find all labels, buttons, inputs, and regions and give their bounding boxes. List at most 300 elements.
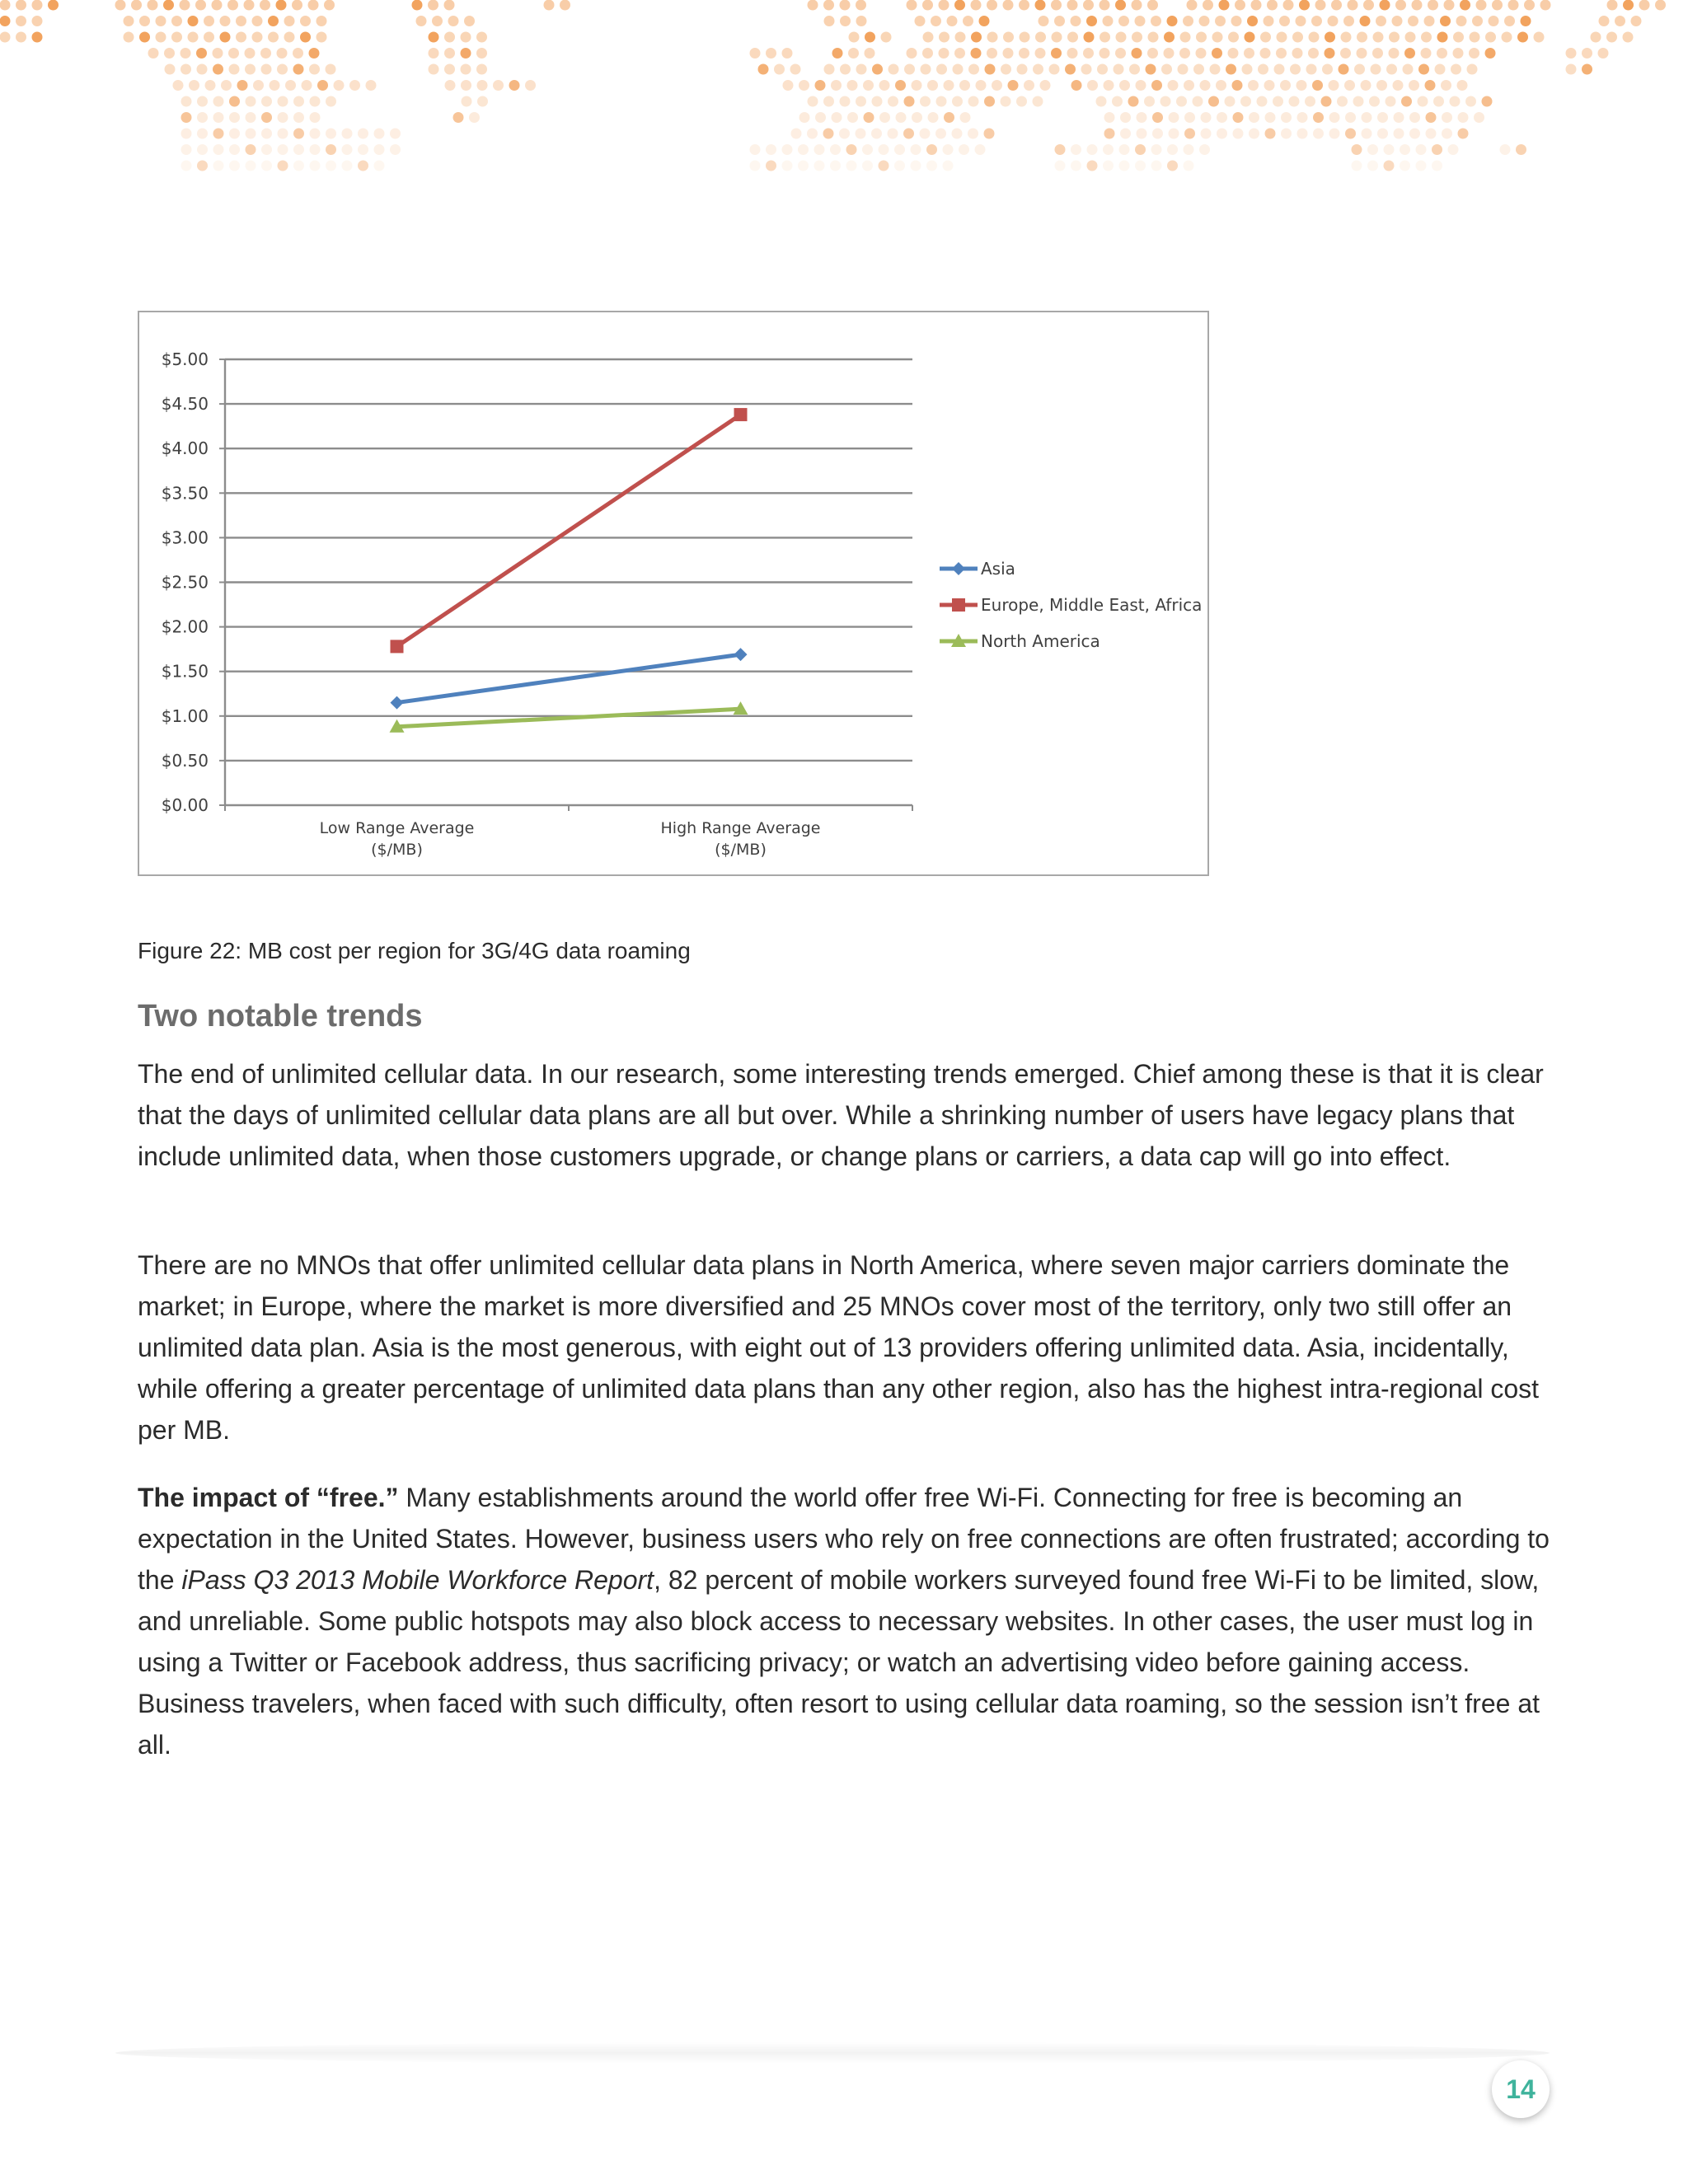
map-dot xyxy=(879,80,890,91)
map-dot xyxy=(1457,80,1468,91)
map-dot xyxy=(863,80,874,91)
map-dot xyxy=(1118,16,1129,26)
map-dot xyxy=(342,144,353,155)
map-dot xyxy=(197,161,208,171)
map-dot xyxy=(453,112,464,123)
map-dot xyxy=(831,80,842,91)
map-dot xyxy=(1274,64,1285,75)
map-dot xyxy=(448,16,459,26)
map-dot xyxy=(1469,48,1479,59)
map-dot xyxy=(1655,0,1666,11)
map-dot xyxy=(1071,16,1081,26)
map-dot xyxy=(1071,80,1082,91)
map-dot xyxy=(1003,48,1014,59)
map-dot xyxy=(1405,32,1416,43)
map-dot xyxy=(461,80,471,91)
map-dot xyxy=(1067,48,1078,59)
map-dot xyxy=(952,129,963,139)
map-dot xyxy=(939,0,950,11)
map-dot xyxy=(1193,96,1203,107)
series-europe-middle-east-africa xyxy=(391,408,748,653)
map-dot xyxy=(1305,96,1315,107)
map-dot xyxy=(1403,64,1414,75)
map-dot xyxy=(1296,16,1306,26)
series-line xyxy=(397,654,741,702)
map-dot xyxy=(261,129,272,139)
map-dot xyxy=(0,32,11,43)
map-dot xyxy=(1096,96,1107,107)
map-dot xyxy=(1599,16,1610,26)
map-dot xyxy=(469,112,480,123)
map-dot xyxy=(268,32,279,43)
map-dot xyxy=(32,32,43,43)
map-dot xyxy=(476,64,487,75)
map-dot xyxy=(1119,144,1130,155)
map-dot xyxy=(1489,16,1499,26)
page-number-badge xyxy=(1492,2060,1550,2118)
map-dot xyxy=(1129,64,1140,75)
map-dot xyxy=(1071,144,1081,155)
map-dot xyxy=(1394,129,1404,139)
map-dot xyxy=(1389,32,1400,43)
map-dot xyxy=(1016,96,1027,107)
y-tick-label: $4.00 xyxy=(161,438,209,459)
map-dot xyxy=(1178,64,1189,75)
map-dot xyxy=(244,0,255,11)
map-dot xyxy=(971,0,982,11)
series-line xyxy=(397,709,741,727)
map-dot xyxy=(1476,0,1487,11)
map-dot xyxy=(509,80,520,91)
map-dot xyxy=(293,64,304,75)
map-dot xyxy=(1312,80,1323,91)
map-dot xyxy=(181,144,192,155)
dot-map-dots xyxy=(0,0,1666,171)
map-dot xyxy=(316,32,327,43)
map-dot xyxy=(1216,80,1226,91)
map-dot xyxy=(1265,112,1276,123)
map-dot xyxy=(750,144,761,155)
map-dot xyxy=(1035,48,1046,59)
map-dot xyxy=(823,96,834,107)
map-dot xyxy=(1052,32,1062,43)
map-dot xyxy=(888,129,898,139)
map-dot xyxy=(173,80,184,91)
map-dot xyxy=(1067,0,1078,11)
map-dot xyxy=(253,80,264,91)
map-dot xyxy=(1345,112,1356,123)
map-dot xyxy=(1408,16,1418,26)
map-dot xyxy=(968,96,979,107)
map-dot xyxy=(926,161,937,171)
map-dot xyxy=(278,96,288,107)
map-dot xyxy=(197,96,208,107)
map-dot xyxy=(782,161,793,171)
map-dot xyxy=(1421,32,1432,43)
map-dot xyxy=(229,144,240,155)
map-dot xyxy=(213,144,224,155)
map-dot xyxy=(1212,32,1223,43)
map-dot xyxy=(1591,32,1601,43)
map-dot xyxy=(261,144,272,155)
map-dot xyxy=(1176,96,1187,107)
map-dot xyxy=(156,32,166,43)
map-dot xyxy=(1308,48,1319,59)
figure-caption: Figure 22: MB cost per region for 3G/4G data roaming xyxy=(138,938,691,963)
paragraph-unlimited-data: The end of unlimited cellular data. In our research, some interesting trends emerged. Chief among these is that it is clear that the days of unlimited cellular data plans are all but over. While a shrinking number of users have legacy plans that include unlimited data, when those customers upgrade, or change plans or carriers, a data cap will go into effect. xyxy=(138,1059,1544,1171)
map-dot xyxy=(195,0,206,11)
map-dot xyxy=(1135,144,1146,155)
map-dot xyxy=(1199,16,1210,26)
map-dot xyxy=(1132,0,1142,11)
map-dot xyxy=(987,48,997,59)
map-dot xyxy=(464,16,475,26)
map-dot xyxy=(1344,80,1355,91)
map-dot xyxy=(1566,48,1577,59)
roaming-cost-line-chart xyxy=(139,312,1207,874)
map-dot xyxy=(1367,161,1378,171)
map-dot xyxy=(1115,0,1126,11)
map-dot xyxy=(1196,32,1207,43)
map-dot xyxy=(1474,112,1484,123)
map-dot xyxy=(1100,0,1110,11)
map-dot xyxy=(808,0,818,11)
map-dot xyxy=(236,32,246,43)
map-dot xyxy=(1193,64,1204,75)
map-dot xyxy=(1184,129,1195,139)
map-dot xyxy=(943,144,954,155)
map-dot xyxy=(830,161,841,171)
map-dot xyxy=(293,161,304,171)
map-dot xyxy=(229,129,240,139)
map-dot xyxy=(1418,96,1428,107)
map-dot xyxy=(1103,144,1114,155)
map-dot xyxy=(358,161,368,171)
map-dot xyxy=(525,80,536,91)
map-dot xyxy=(261,112,272,123)
map-dot xyxy=(921,64,931,75)
map-dot xyxy=(1393,80,1404,91)
map-dot xyxy=(1371,64,1381,75)
map-dot xyxy=(814,161,825,171)
map-dot xyxy=(1400,144,1410,155)
map-dot xyxy=(1039,16,1049,26)
map-dot xyxy=(1040,80,1051,91)
map-dot xyxy=(1566,64,1577,75)
map-dot xyxy=(865,48,875,59)
map-dot xyxy=(1184,112,1195,123)
y-gridlines xyxy=(225,359,912,761)
map-dot xyxy=(1008,80,1019,91)
map-dot xyxy=(260,48,271,59)
map-dot xyxy=(237,80,248,91)
map-dot xyxy=(1112,96,1123,107)
map-dot xyxy=(1377,129,1388,139)
marker-diamond xyxy=(734,648,748,661)
map-dot xyxy=(1003,32,1014,43)
map-dot xyxy=(1119,80,1130,91)
map-dot xyxy=(1231,16,1242,26)
map-dot xyxy=(931,16,941,26)
map-dot xyxy=(1273,96,1283,107)
map-dot xyxy=(1151,80,1162,91)
marker-square xyxy=(391,640,404,653)
map-dot xyxy=(229,112,240,123)
map-dot xyxy=(1299,0,1310,11)
map-dot xyxy=(349,80,360,91)
map-dot xyxy=(1055,161,1066,171)
map-dot xyxy=(1137,112,1147,123)
map-dot xyxy=(1331,0,1342,11)
map-dot xyxy=(220,16,231,26)
map-dot xyxy=(1442,129,1452,139)
map-dot xyxy=(1428,0,1438,11)
map-dot xyxy=(856,16,867,26)
map-dot xyxy=(252,32,263,43)
map-dot xyxy=(1467,64,1478,75)
map-dot xyxy=(165,64,176,75)
map-dot xyxy=(246,112,256,123)
map-dot xyxy=(766,144,776,155)
paragraph-text: Many establishments around the world offer free Wi-Fi. Connecting for free is becoming an expectation in the United States. However, business users who rely on free connections are often frustrated; according to the xyxy=(138,1483,1550,1595)
map-dot xyxy=(197,64,208,75)
map-dot xyxy=(1376,16,1386,26)
map-dot xyxy=(1281,129,1292,139)
map-dot xyxy=(1425,80,1436,91)
y-tick-label: $1.50 xyxy=(161,661,209,682)
map-dot xyxy=(1203,0,1213,11)
map-dot xyxy=(1309,32,1320,43)
map-dot xyxy=(390,129,401,139)
map-dot xyxy=(277,48,288,59)
map-dot xyxy=(429,32,439,43)
map-dot xyxy=(1260,32,1271,43)
map-dot xyxy=(1258,64,1268,75)
map-dot xyxy=(1215,16,1226,26)
map-dot xyxy=(188,32,199,43)
map-dot xyxy=(1280,80,1291,91)
map-dot xyxy=(971,48,982,59)
map-dot xyxy=(358,144,368,155)
map-dot xyxy=(830,144,841,155)
map-dot xyxy=(1392,16,1403,26)
legend-item xyxy=(940,595,1202,615)
map-dot xyxy=(1233,112,1244,123)
map-dot xyxy=(856,64,867,75)
map-dot xyxy=(1249,129,1259,139)
map-dot xyxy=(1395,0,1406,11)
map-dot xyxy=(1362,129,1372,139)
map-dot xyxy=(1151,144,1162,155)
map-dot xyxy=(1401,96,1412,107)
map-dot xyxy=(1534,32,1545,43)
map-dot xyxy=(188,16,199,26)
map-dot xyxy=(782,144,793,155)
map-dot xyxy=(823,129,834,139)
map-dot xyxy=(750,161,761,171)
map-dot xyxy=(139,16,150,26)
map-dot xyxy=(1354,64,1365,75)
map-dot xyxy=(987,32,998,43)
map-dot xyxy=(968,64,979,75)
map-dot xyxy=(139,32,150,43)
map-dot xyxy=(1386,64,1397,75)
map-dot xyxy=(985,64,996,75)
map-dot xyxy=(1251,0,1262,11)
map-dot xyxy=(1277,32,1287,43)
map-dot xyxy=(798,161,809,171)
map-dot xyxy=(1019,0,1029,11)
map-dot xyxy=(798,144,809,155)
map-dot xyxy=(1416,144,1427,155)
map-dot xyxy=(213,112,224,123)
map-dot xyxy=(1373,32,1384,43)
map-dot xyxy=(896,112,907,123)
map-dot xyxy=(444,0,455,11)
map-dot xyxy=(252,16,263,26)
map-dot xyxy=(1083,0,1094,11)
map-dot xyxy=(246,144,256,155)
map-dot xyxy=(1435,64,1446,75)
map-dot xyxy=(1084,32,1095,43)
y-tick-label: $2.00 xyxy=(161,616,209,637)
map-dot xyxy=(879,112,890,123)
map-dot xyxy=(849,32,860,43)
map-dot xyxy=(326,161,336,171)
map-dot xyxy=(1367,144,1378,155)
map-dot xyxy=(975,144,986,155)
map-dot xyxy=(197,129,208,139)
map-dot xyxy=(181,64,191,75)
map-dot xyxy=(115,0,126,11)
map-dot xyxy=(476,32,487,43)
map-dot xyxy=(1200,80,1211,91)
map-dot xyxy=(881,32,892,43)
map-dot xyxy=(293,48,303,59)
map-dot xyxy=(1001,64,1011,75)
map-dot xyxy=(1003,0,1014,11)
series-asia xyxy=(391,648,748,709)
map-dot xyxy=(374,161,385,171)
map-dot xyxy=(204,32,214,43)
map-dot xyxy=(181,112,192,123)
map-dot xyxy=(959,144,969,155)
map-dot xyxy=(774,64,785,75)
map-dot xyxy=(1033,64,1043,75)
map-dot xyxy=(1433,96,1444,107)
y-tick-label: $4.50 xyxy=(161,394,209,415)
map-dot xyxy=(1017,64,1028,75)
map-dot xyxy=(862,161,873,171)
map-dot xyxy=(1276,48,1287,59)
map-dot xyxy=(1199,144,1210,155)
y-axis-ticks xyxy=(162,349,225,815)
map-dot xyxy=(799,112,810,123)
map-dot xyxy=(903,129,914,139)
map-dot xyxy=(342,129,353,139)
paragraph-mno-regions: There are no MNOs that offer unlimited cellular data plans in North America, where seven major carriers dominate the market; in Europe, where the market is more diversified and 25 MNOs cover most of the territory, only two still offer an unlimited data plan. Asia is the most generous, with eight out of 13 providers offering unlimited data. Asia, incidentally, while offering a greater percentage of unlimited data plans than any other region, also has the highest intra-regional cost per MB. xyxy=(138,1250,1540,1445)
map-dot xyxy=(1128,96,1139,107)
map-dot xyxy=(196,48,207,59)
map-dot xyxy=(1521,16,1531,26)
map-dot xyxy=(814,144,825,155)
map-dot xyxy=(229,96,240,107)
map-dot xyxy=(1187,0,1198,11)
map-dot xyxy=(1380,0,1390,11)
map-dot xyxy=(1404,48,1415,59)
map-dot xyxy=(1340,48,1351,59)
map-dot xyxy=(1119,161,1130,171)
map-dot xyxy=(1631,16,1642,26)
map-dot xyxy=(317,80,328,91)
map-dot xyxy=(1341,32,1352,43)
map-dot xyxy=(493,80,504,91)
map-dot xyxy=(1164,32,1175,43)
map-dot xyxy=(1210,64,1221,75)
map-dot xyxy=(1226,64,1236,75)
map-dot xyxy=(1144,96,1155,107)
map-dot xyxy=(1337,96,1348,107)
map-dot xyxy=(1151,16,1161,26)
map-dot xyxy=(840,0,851,11)
map-dot xyxy=(1504,16,1515,26)
map-dot xyxy=(984,129,995,139)
map-dot xyxy=(1416,161,1427,171)
map-dot xyxy=(992,80,1002,91)
map-dot xyxy=(197,144,208,155)
map-dot xyxy=(954,0,965,11)
map-dot xyxy=(1212,48,1222,59)
map-dot xyxy=(824,16,835,26)
map-dot xyxy=(445,80,456,91)
map-dot xyxy=(915,16,926,26)
map-dot xyxy=(416,16,427,26)
map-dot xyxy=(1081,64,1092,75)
map-dot xyxy=(808,96,818,107)
map-dot xyxy=(477,96,488,107)
map-dot xyxy=(374,129,385,139)
map-dot xyxy=(560,0,570,11)
map-dot xyxy=(213,48,223,59)
map-dot xyxy=(856,96,866,107)
map-dot xyxy=(1135,16,1146,26)
legend-label: Asia xyxy=(981,559,1015,579)
map-dot xyxy=(922,48,933,59)
map-dot xyxy=(1152,129,1163,139)
map-dot xyxy=(1104,129,1115,139)
map-dot xyxy=(1100,48,1110,59)
map-dot xyxy=(268,16,279,26)
map-dot xyxy=(261,64,272,75)
map-dot xyxy=(1136,80,1146,91)
y-tick-label: $2.50 xyxy=(161,572,209,593)
legend-item xyxy=(940,559,1015,579)
map-dot xyxy=(229,161,240,171)
map-dot xyxy=(1279,16,1290,26)
map-dot xyxy=(1426,112,1437,123)
map-dot xyxy=(815,80,826,91)
map-dot xyxy=(229,64,240,75)
map-dot xyxy=(1372,48,1383,59)
map-dot xyxy=(156,16,166,26)
map-dot xyxy=(1352,144,1362,155)
map-dot xyxy=(1219,0,1230,11)
map-dot xyxy=(766,48,776,59)
marker-diamond xyxy=(391,696,404,710)
map-dot xyxy=(293,96,304,107)
map-dot xyxy=(164,48,175,59)
map-dot xyxy=(1167,144,1178,155)
